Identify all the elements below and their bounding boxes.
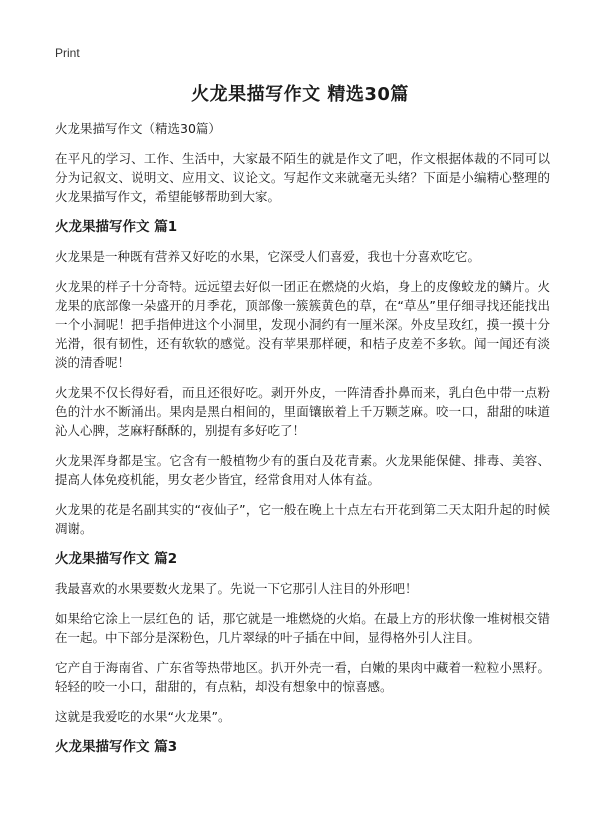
section-heading: 火龙果描写作文 篇2: [55, 551, 178, 567]
intro-paragraph: 在平凡的学习、工作、生活中，大家最不陌生的就是作文了吧，作文根据体裁的不同可以分为记叙文、说明文、应用文、议论文。写起作文来就毫无头绪？下面是小编精心整理的火龙果描写作文，希望能够帮助到大家。: [55, 151, 550, 204]
article-subtitle: 火龙果描写作文（精选30篇）: [55, 121, 221, 136]
paragraph: 火龙果不仅长得好看，而且还很好吃。剥开外皮，一阵清香扑鼻而来，乳白色中带一点粉色的汁水不断涌出。果肉是黑白相间的，里面镶嵌着上千万颗芝麻。咬一口，甜甜的味道沁人心脾，芝麻籽酥酥的，别提有多好吃了！: [55, 385, 550, 438]
paragraph: 这就是我爱吃的水果“火龙果”。: [55, 709, 231, 724]
paragraph: 火龙果的花是名副其实的“夜仙子”，它一般在晚上十点左右开花到第二天太阳升起的时候凋谢。: [55, 502, 550, 536]
section-heading: 火龙果描写作文 篇3: [55, 739, 178, 755]
paragraph: 火龙果浑身都是宝。它含有一般植物少有的蛋白及花青素。火龙果能保健、排毒、美容、提高人体免疫机能，男女老少皆宜，经常食用对人体有益。: [55, 453, 550, 487]
page-title: 火龙果描写作文 精选30篇: [191, 84, 409, 105]
paragraph: 我最喜欢的水果要数火龙果了。先说一下它那引人注目的外形吧！: [55, 581, 418, 596]
print-link[interactable]: Print: [55, 46, 80, 60]
article-body: [55, 119, 550, 767]
paragraph: 它产自于海南省、广东省等热带地区。扒开外壳一看，白嫩的果肉中藏着一粒粒小黑籽。轻轻的咬一小口，甜甜的，有点粘，却没有想象中的惊喜感。: [55, 660, 550, 694]
paragraph: 火龙果是一种既有营养又好吃的水果，它深受人们喜爱，我也十分喜欢吃它。: [55, 249, 481, 264]
paragraph: 如果给它涂上一层红色的 话，那它就是一堆燃烧的火焰。在最上方的形状像一堆树根交错在一起。中下部分是深粉色，几片翠绿的叶子插在中间，显得格外引人注目。: [55, 611, 550, 645]
paragraph: 火龙果的样子十分奇特。远远望去好似一团正在燃烧的火焰，身上的皮像蛟龙的鳞片。火龙果的底部像一朵盛开的月季花，顶部像一簇簇黄色的草，在“草丛”里仔细寻找还能找出一个小洞呢！把手指伸进这个小洞里，发现小洞约有一厘米深。外皮呈玫红，摸一摸十分光滑，很有韧性，还有软软的感觉。没有苹果那样硬，和桔子皮差不多软。闻一闻还有淡淡的清香呢！: [55, 279, 550, 370]
section-heading: 火龙果描写作文 篇1: [55, 219, 178, 235]
